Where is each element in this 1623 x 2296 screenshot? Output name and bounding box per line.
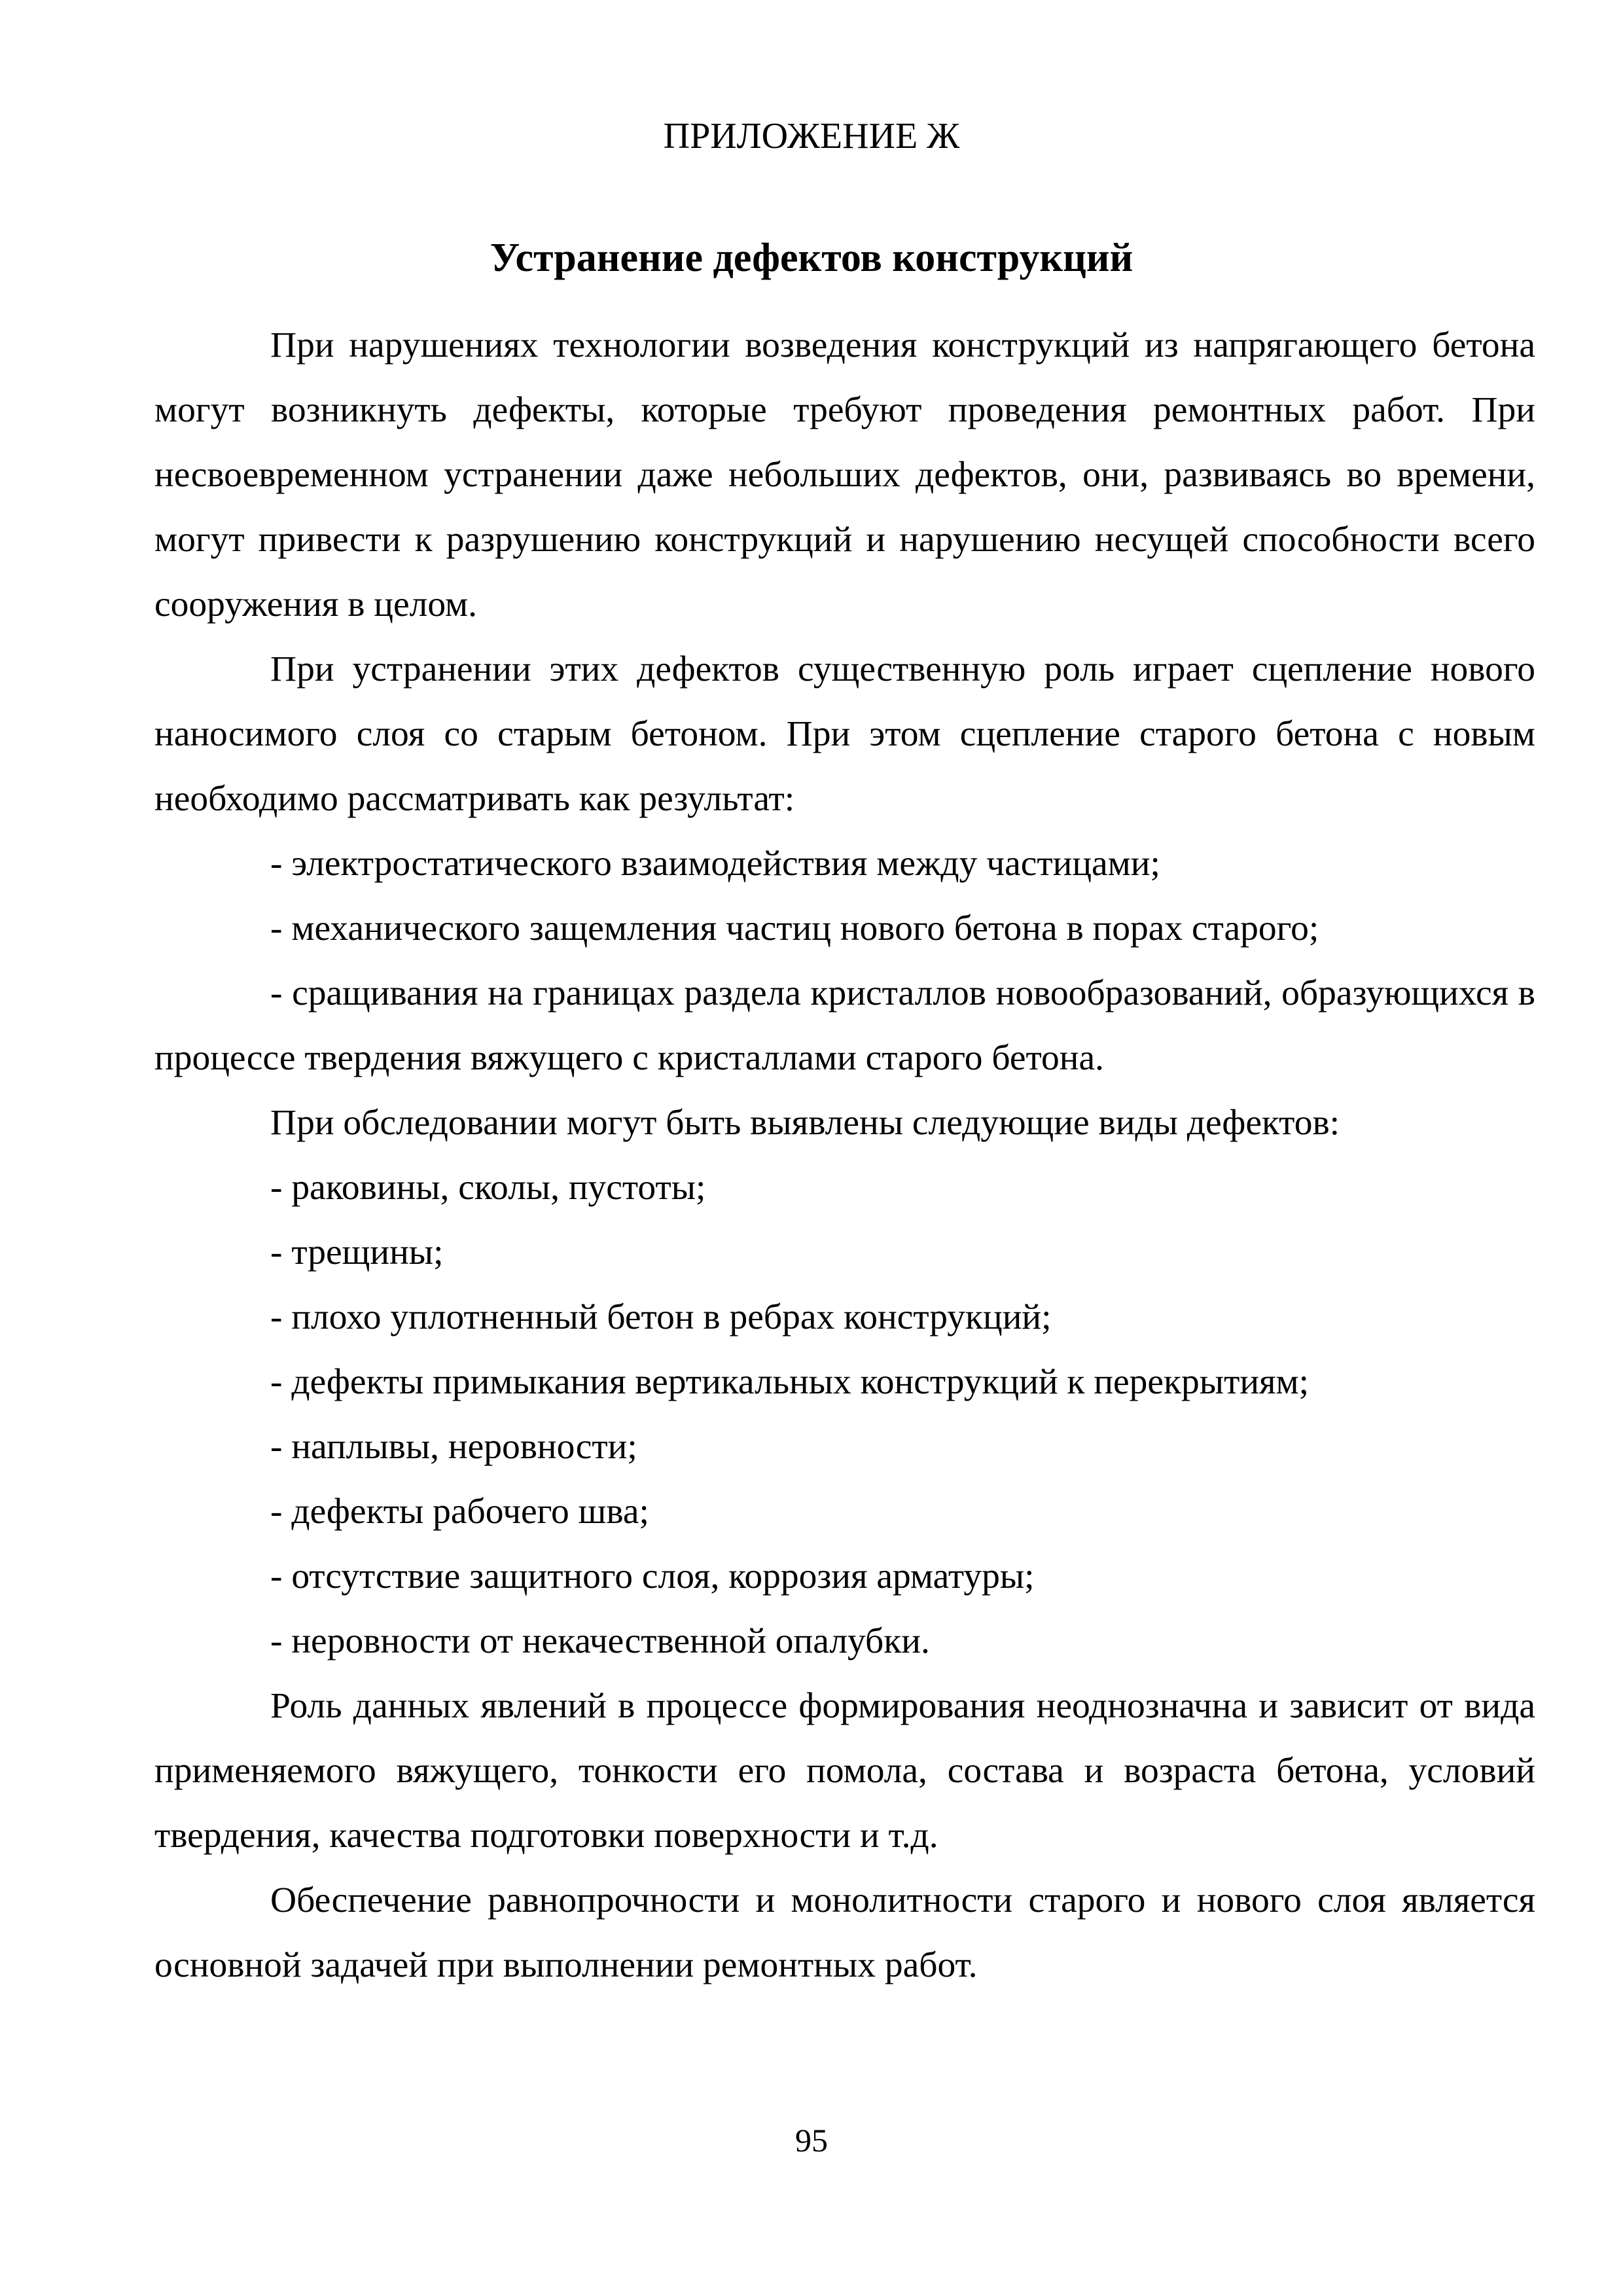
paragraph-intro: При нарушениях технологии возведения конструкций из напрягающего бетона могут возникнуть дефекты, которые требуют проведения ремонтных работ. При несвоевременном устранении даже небольших дефектов, они, развиваясь во времени, могут привести к разрушению конструкций и нарушению несущей способности всего сооружения в целом. (154, 325, 1535, 624)
list-item: - трещины; (270, 1232, 444, 1272)
defect-types-list (154, 1155, 1535, 1674)
list-item: - отсутствие защитного слоя, коррозия арматуры; (270, 1556, 1035, 1596)
list-item: - раковины, сколы, пустоты; (270, 1168, 706, 1208)
list-item: - дефекты рабочего шва; (270, 1492, 649, 1532)
list-item: - дефекты примыкания вертикальных конструкций к перекрытиям; (270, 1362, 1310, 1402)
page-number: 95 (795, 2122, 828, 2159)
appendix-label: ПРИЛОЖЕНИЕ Ж (663, 116, 960, 156)
list-item: - неровности от некачественной опалубки. (270, 1621, 930, 1661)
page-title: Устранение дефектов конструкций (490, 236, 1133, 280)
list-item: - наплывы, неровности; (270, 1427, 637, 1467)
list-item: - электростатического взаимодействия между частицами; (270, 844, 1160, 884)
paragraph-defects-intro: При обследовании могут быть выявлены следующие виды дефектов: (270, 1103, 1340, 1143)
body-text (154, 313, 1535, 1998)
paragraph-role: Роль данных явлений в процессе формирования неоднозначна и зависит от вида применяемого вяжущего, тонкости его помола, состава и возраста бетона, условий твердения, качества подготовки поверхности и т.д. (154, 1686, 1535, 1856)
paragraph-conclusion: Обеспечение равнопрочности и монолитности старого и нового слоя является основной задачей при выполнении ремонтных работ. (154, 1880, 1535, 1985)
paragraph-bond: При устранении этих дефектов существенную роль играет сцепление нового наносимого слоя со старым бетоном. При этом сцепление старого бетона с новым необходимо рассматривать как результат: (154, 649, 1535, 819)
list-item: - механического защемления частиц нового бетона в порах старого; (270, 908, 1319, 948)
list-item: - плохо уплотненный бетон в ребрах конструкций; (270, 1297, 1052, 1337)
bond-factors-list (154, 831, 1535, 1090)
list-item: - сращивания на границах раздела кристаллов новообразований, образующихся в процессе твердения вяжущего с кристаллами старого бетона. (154, 973, 1535, 1078)
